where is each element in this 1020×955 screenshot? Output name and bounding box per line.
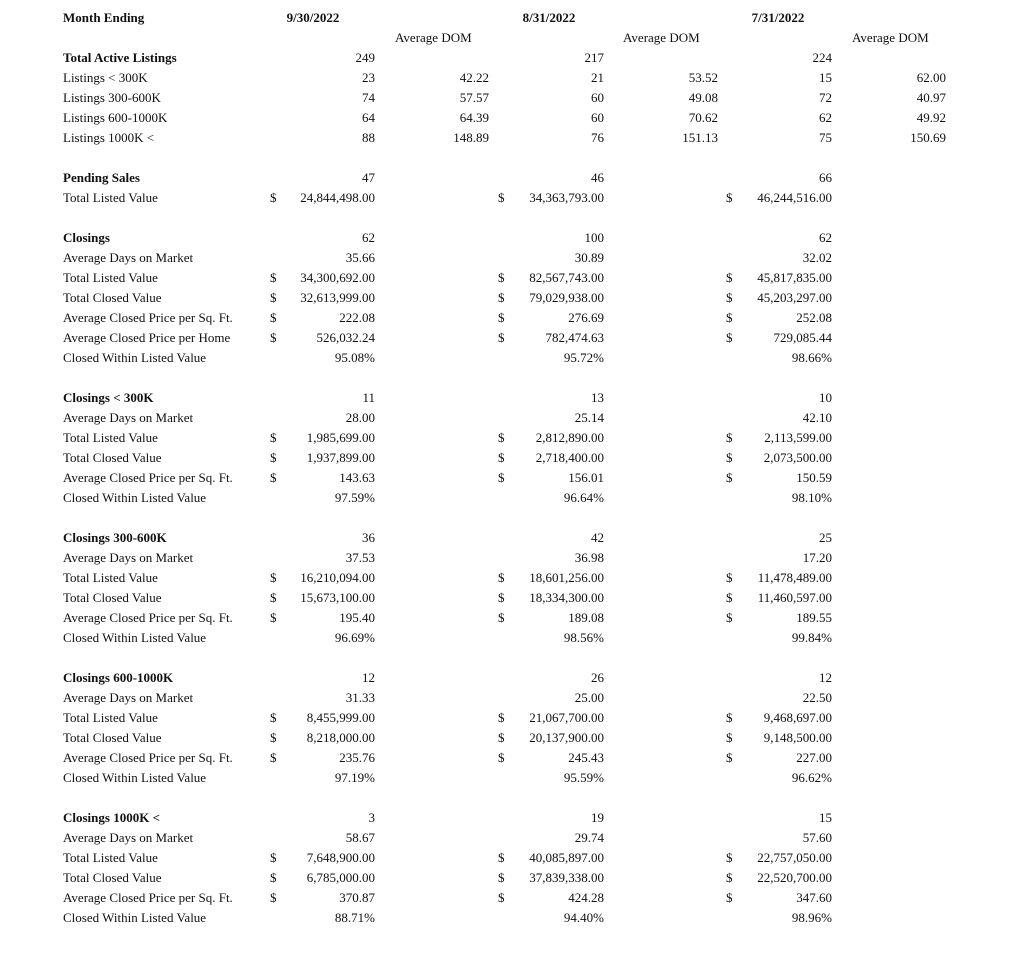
value-cell: 96.62% xyxy=(791,770,832,785)
table-row xyxy=(0,748,1020,768)
value-cell: 60 xyxy=(591,110,604,125)
dollar-sign: $ xyxy=(498,750,505,765)
dollar-sign: $ xyxy=(726,190,733,205)
row-label: Average Days on Market xyxy=(63,410,194,425)
period-header: 9/30/2022 xyxy=(286,10,340,25)
avg-dom-cell: 70.62 xyxy=(688,110,718,125)
table-row xyxy=(0,268,1020,288)
dollar-sign: $ xyxy=(726,310,733,325)
value-cell: 66 xyxy=(819,170,832,185)
dollar-sign: $ xyxy=(498,430,505,445)
dollar-sign: $ xyxy=(270,310,277,325)
dollar-sign: $ xyxy=(270,850,277,865)
value-cell: 526,032.24 xyxy=(316,330,375,345)
dollar-sign: $ xyxy=(270,590,277,605)
value-cell: 11,460,597.00 xyxy=(757,590,832,605)
row-label: Average Days on Market xyxy=(63,250,194,265)
dollar-sign: $ xyxy=(270,870,277,885)
row-label: Average Closed Price per Sq. Ft. xyxy=(63,610,233,625)
dollar-sign: $ xyxy=(726,710,733,725)
value-cell: 98.96% xyxy=(791,910,832,925)
value-cell: 32.02 xyxy=(802,250,832,265)
value-cell: 217 xyxy=(584,50,604,65)
table-row xyxy=(0,768,1020,788)
dollar-sign: $ xyxy=(270,450,277,465)
dollar-sign: $ xyxy=(270,430,277,445)
value-cell: 2,073,500.00 xyxy=(763,450,832,465)
row-label: Total Closed Value xyxy=(63,290,162,305)
table-row xyxy=(0,908,1020,928)
avg-dom-header: Average DOM xyxy=(623,30,700,45)
row-label: Total Closed Value xyxy=(63,730,162,745)
value-cell: 96.64% xyxy=(563,490,604,505)
dollar-sign: $ xyxy=(726,590,733,605)
table-row xyxy=(0,108,1020,128)
row-label: Average Closed Price per Sq. Ft. xyxy=(63,310,233,325)
dollar-sign: $ xyxy=(498,610,505,625)
value-cell: 82,567,743.00 xyxy=(529,270,604,285)
value-cell: 18,601,256.00 xyxy=(529,570,604,585)
row-label: Average Days on Market xyxy=(63,830,194,845)
value-cell: 6,785,000.00 xyxy=(306,870,375,885)
avg-dom-cell: 150.69 xyxy=(910,130,946,145)
value-cell: 370.87 xyxy=(339,890,375,905)
dollar-sign: $ xyxy=(270,290,277,305)
value-cell: 15 xyxy=(819,810,832,825)
value-cell: 36.98 xyxy=(574,550,604,565)
table-row xyxy=(0,548,1020,568)
table-row xyxy=(0,828,1020,848)
value-cell: 30.89 xyxy=(574,250,604,265)
value-cell: 74 xyxy=(362,90,375,105)
dollar-sign: $ xyxy=(726,430,733,445)
row-label: Average Closed Price per Sq. Ft. xyxy=(63,470,233,485)
value-cell: 76 xyxy=(591,130,604,145)
value-cell: 150.59 xyxy=(796,470,832,485)
dollar-sign: $ xyxy=(498,290,505,305)
section-title-row xyxy=(0,528,1020,548)
dollar-sign: $ xyxy=(270,570,277,585)
table-row xyxy=(0,188,1020,208)
avg-dom-cell: 49.08 xyxy=(688,90,718,105)
value-cell: 189.08 xyxy=(568,610,604,625)
table-row xyxy=(0,448,1020,468)
value-cell: 62 xyxy=(819,230,832,245)
avg-dom-cell: 148.89 xyxy=(453,130,489,145)
month-ending-label: Month Ending xyxy=(63,10,145,25)
dollar-sign: $ xyxy=(498,570,505,585)
value-cell: 9,148,500.00 xyxy=(763,730,832,745)
value-cell: 22,757,050.00 xyxy=(757,850,832,865)
value-cell: 25.00 xyxy=(574,690,604,705)
dollar-sign: $ xyxy=(498,330,505,345)
dollar-sign: $ xyxy=(270,470,277,485)
value-cell: 31.33 xyxy=(345,690,375,705)
avg-dom-cell: 40.97 xyxy=(916,90,946,105)
value-cell: 37.53 xyxy=(345,550,375,565)
dollar-sign: $ xyxy=(270,890,277,905)
row-label: Listings 300-600K xyxy=(63,90,161,105)
value-cell: 40,085,897.00 xyxy=(529,850,604,865)
value-cell: 17.20 xyxy=(802,550,832,565)
table-row xyxy=(0,128,1020,148)
section-title-row xyxy=(0,388,1020,408)
table-row xyxy=(0,488,1020,508)
dollar-sign: $ xyxy=(498,890,505,905)
value-cell: 156.01 xyxy=(568,470,604,485)
section-title: Total Active Listings xyxy=(63,50,177,65)
value-cell: 72 xyxy=(819,90,832,105)
period-header: 8/31/2022 xyxy=(522,10,576,25)
avg-dom-header: Average DOM xyxy=(395,30,472,45)
section-title: Closings < 300K xyxy=(63,390,154,405)
avg-dom-cell: 151.13 xyxy=(682,130,718,145)
value-cell: 249 xyxy=(355,50,375,65)
row-label: Closed Within Listed Value xyxy=(63,630,207,645)
row-label: Total Closed Value xyxy=(63,450,162,465)
row-label: Average Days on Market xyxy=(63,550,194,565)
value-cell: 224 xyxy=(812,50,832,65)
dollar-sign: $ xyxy=(726,570,733,585)
value-cell: 98.56% xyxy=(563,630,604,645)
avg-dom-cell: 64.39 xyxy=(459,110,489,125)
value-cell: 25.14 xyxy=(574,410,604,425)
row-label: Listings < 300K xyxy=(63,70,148,85)
row-label: Total Closed Value xyxy=(63,590,162,605)
section-title: Pending Sales xyxy=(63,170,140,185)
value-cell: 45,817,835.00 xyxy=(757,270,832,285)
dollar-sign: $ xyxy=(498,590,505,605)
value-cell: 60 xyxy=(591,90,604,105)
value-cell: 13 xyxy=(591,390,604,405)
value-cell: 100 xyxy=(584,230,604,245)
value-cell: 35.66 xyxy=(345,250,375,265)
value-cell: 189.55 xyxy=(796,610,832,625)
value-cell: 9,468,697.00 xyxy=(763,710,832,725)
dollar-sign: $ xyxy=(498,470,505,485)
value-cell: 32,613,999.00 xyxy=(300,290,375,305)
table-row xyxy=(0,608,1020,628)
value-cell: 10 xyxy=(819,390,832,405)
value-cell: 88 xyxy=(362,130,375,145)
table-row xyxy=(0,248,1020,268)
value-cell: 252.08 xyxy=(796,310,832,325)
value-cell: 1,985,699.00 xyxy=(306,430,375,445)
dollar-sign: $ xyxy=(726,450,733,465)
value-cell: 23 xyxy=(362,70,375,85)
value-cell: 45,203,297.00 xyxy=(757,290,832,305)
dollar-sign: $ xyxy=(726,290,733,305)
dollar-sign: $ xyxy=(498,710,505,725)
dollar-sign: $ xyxy=(270,730,277,745)
dollar-sign: $ xyxy=(270,330,277,345)
dollar-sign: $ xyxy=(726,850,733,865)
value-cell: 227.00 xyxy=(796,750,832,765)
value-cell: 37,839,338.00 xyxy=(529,870,604,885)
value-cell: 276.69 xyxy=(568,310,604,325)
value-cell: 347.60 xyxy=(796,890,832,905)
section-title-row xyxy=(0,228,1020,248)
section-title-row xyxy=(0,48,1020,68)
value-cell: 2,812,890.00 xyxy=(535,430,604,445)
value-cell: 21 xyxy=(591,70,604,85)
table-row xyxy=(0,348,1020,368)
table-row xyxy=(0,868,1020,888)
value-cell: 98.10% xyxy=(791,490,832,505)
value-cell: 18,334,300.00 xyxy=(529,590,604,605)
dollar-sign: $ xyxy=(498,310,505,325)
value-cell: 11,478,489.00 xyxy=(757,570,832,585)
value-cell: 34,300,692.00 xyxy=(300,270,375,285)
value-cell: 97.59% xyxy=(334,490,375,505)
avg-dom-header-row xyxy=(0,28,1020,48)
dollar-sign: $ xyxy=(498,190,505,205)
value-cell: 46,244,516.00 xyxy=(757,190,832,205)
value-cell: 245.43 xyxy=(568,750,604,765)
value-cell: 21,067,700.00 xyxy=(529,710,604,725)
row-label: Total Listed Value xyxy=(63,430,158,445)
section-title-row xyxy=(0,168,1020,188)
value-cell: 75 xyxy=(819,130,832,145)
value-cell: 782,474.63 xyxy=(545,330,604,345)
row-label: Total Listed Value xyxy=(63,190,158,205)
value-cell: 62 xyxy=(819,110,832,125)
row-label: Total Closed Value xyxy=(63,870,162,885)
section-title: Closings 300-600K xyxy=(63,530,167,545)
dollar-sign: $ xyxy=(270,190,277,205)
dollar-sign: $ xyxy=(726,890,733,905)
avg-dom-cell: 62.00 xyxy=(916,70,946,85)
value-cell: 22.50 xyxy=(802,690,832,705)
row-label: Total Listed Value xyxy=(63,850,158,865)
value-cell: 57.60 xyxy=(802,830,832,845)
value-cell: 1,937,899.00 xyxy=(306,450,375,465)
section-title: Closings xyxy=(63,230,110,245)
row-label: Closed Within Listed Value xyxy=(63,490,207,505)
value-cell: 15,673,100.00 xyxy=(300,590,375,605)
value-cell: 19 xyxy=(591,810,604,825)
value-cell: 8,218,000.00 xyxy=(306,730,375,745)
table-row xyxy=(0,628,1020,648)
value-cell: 22,520,700.00 xyxy=(757,870,832,885)
row-label: Listings 1000K < xyxy=(63,130,155,145)
value-cell: 97.19% xyxy=(334,770,375,785)
table-row xyxy=(0,88,1020,108)
avg-dom-cell: 57.57 xyxy=(459,90,489,105)
dollar-sign: $ xyxy=(726,730,733,745)
value-cell: 28.00 xyxy=(345,410,375,425)
table-row xyxy=(0,68,1020,88)
value-cell: 95.72% xyxy=(563,350,604,365)
dollar-sign: $ xyxy=(270,610,277,625)
value-cell: 7,648,900.00 xyxy=(306,850,375,865)
dollar-sign: $ xyxy=(498,730,505,745)
dollar-sign: $ xyxy=(270,710,277,725)
row-label: Closed Within Listed Value xyxy=(63,770,207,785)
value-cell: 34,363,793.00 xyxy=(529,190,604,205)
value-cell: 29.74 xyxy=(574,830,604,845)
table-row xyxy=(0,328,1020,348)
value-cell: 24,844,498.00 xyxy=(300,190,375,205)
table-row xyxy=(0,708,1020,728)
value-cell: 42 xyxy=(591,530,604,545)
table-row xyxy=(0,428,1020,448)
section-title: Closings 600-1000K xyxy=(63,670,174,685)
dollar-sign: $ xyxy=(270,270,277,285)
value-cell: 235.76 xyxy=(339,750,375,765)
row-label: Listings 600-1000K xyxy=(63,110,168,125)
section-title-row xyxy=(0,808,1020,828)
row-label: Total Listed Value xyxy=(63,710,158,725)
row-label: Average Closed Price per Sq. Ft. xyxy=(63,890,233,905)
value-cell: 424.28 xyxy=(568,890,604,905)
table-row xyxy=(0,848,1020,868)
avg-dom-cell: 53.52 xyxy=(688,70,718,85)
row-label: Total Listed Value xyxy=(63,570,158,585)
table-row xyxy=(0,688,1020,708)
value-cell: 96.69% xyxy=(334,630,375,645)
value-cell: 2,718,400.00 xyxy=(535,450,604,465)
dollar-sign: $ xyxy=(270,750,277,765)
value-cell: 58.67 xyxy=(345,830,375,845)
value-cell: 16,210,094.00 xyxy=(300,570,375,585)
value-cell: 36 xyxy=(362,530,375,545)
value-cell: 143.63 xyxy=(339,470,375,485)
dollar-sign: $ xyxy=(726,470,733,485)
value-cell: 99.84% xyxy=(791,630,832,645)
row-label: Average Closed Price per Home xyxy=(63,330,231,345)
dollar-sign: $ xyxy=(726,270,733,285)
row-label: Total Listed Value xyxy=(63,270,158,285)
dollar-sign: $ xyxy=(498,450,505,465)
table-row xyxy=(0,568,1020,588)
value-cell: 729,085.44 xyxy=(773,330,832,345)
table-row xyxy=(0,888,1020,908)
table-row xyxy=(0,288,1020,308)
dollar-sign: $ xyxy=(498,270,505,285)
value-cell: 26 xyxy=(591,670,604,685)
value-cell: 2,113,599.00 xyxy=(764,430,832,445)
table-row xyxy=(0,308,1020,328)
dollar-sign: $ xyxy=(498,870,505,885)
value-cell: 46 xyxy=(591,170,604,185)
value-cell: 8,455,999.00 xyxy=(306,710,375,725)
header-row xyxy=(0,8,1020,28)
dollar-sign: $ xyxy=(726,870,733,885)
value-cell: 12 xyxy=(819,670,832,685)
value-cell: 222.08 xyxy=(339,310,375,325)
value-cell: 95.08% xyxy=(334,350,375,365)
dollar-sign: $ xyxy=(498,850,505,865)
value-cell: 79,029,938.00 xyxy=(529,290,604,305)
section-title: Closings 1000K < xyxy=(63,810,160,825)
row-label: Average Days on Market xyxy=(63,690,194,705)
avg-dom-header: Average DOM xyxy=(852,30,929,45)
value-cell: 95.59% xyxy=(563,770,604,785)
value-cell: 15 xyxy=(819,70,832,85)
avg-dom-cell: 42.22 xyxy=(459,70,489,85)
dollar-sign: $ xyxy=(726,330,733,345)
value-cell: 12 xyxy=(362,670,375,685)
row-label: Closed Within Listed Value xyxy=(63,350,207,365)
table-row xyxy=(0,588,1020,608)
value-cell: 3 xyxy=(368,810,375,825)
table-row xyxy=(0,728,1020,748)
value-cell: 94.40% xyxy=(563,910,604,925)
value-cell: 20,137,900.00 xyxy=(529,730,604,745)
value-cell: 64 xyxy=(362,110,375,125)
value-cell: 42.10 xyxy=(802,410,832,425)
value-cell: 11 xyxy=(362,390,375,405)
table-row xyxy=(0,408,1020,428)
avg-dom-cell: 49.92 xyxy=(916,110,946,125)
dollar-sign: $ xyxy=(726,750,733,765)
value-cell: 25 xyxy=(819,530,832,545)
value-cell: 98.66% xyxy=(791,350,832,365)
dollar-sign: $ xyxy=(726,610,733,625)
section-title-row xyxy=(0,668,1020,688)
table-row xyxy=(0,468,1020,488)
row-label: Closed Within Listed Value xyxy=(63,910,207,925)
value-cell: 47 xyxy=(362,170,375,185)
value-cell: 88.71% xyxy=(334,910,375,925)
value-cell: 195.40 xyxy=(339,610,375,625)
period-header: 7/31/2022 xyxy=(751,10,805,25)
row-label: Average Closed Price per Sq. Ft. xyxy=(63,750,233,765)
value-cell: 62 xyxy=(362,230,375,245)
